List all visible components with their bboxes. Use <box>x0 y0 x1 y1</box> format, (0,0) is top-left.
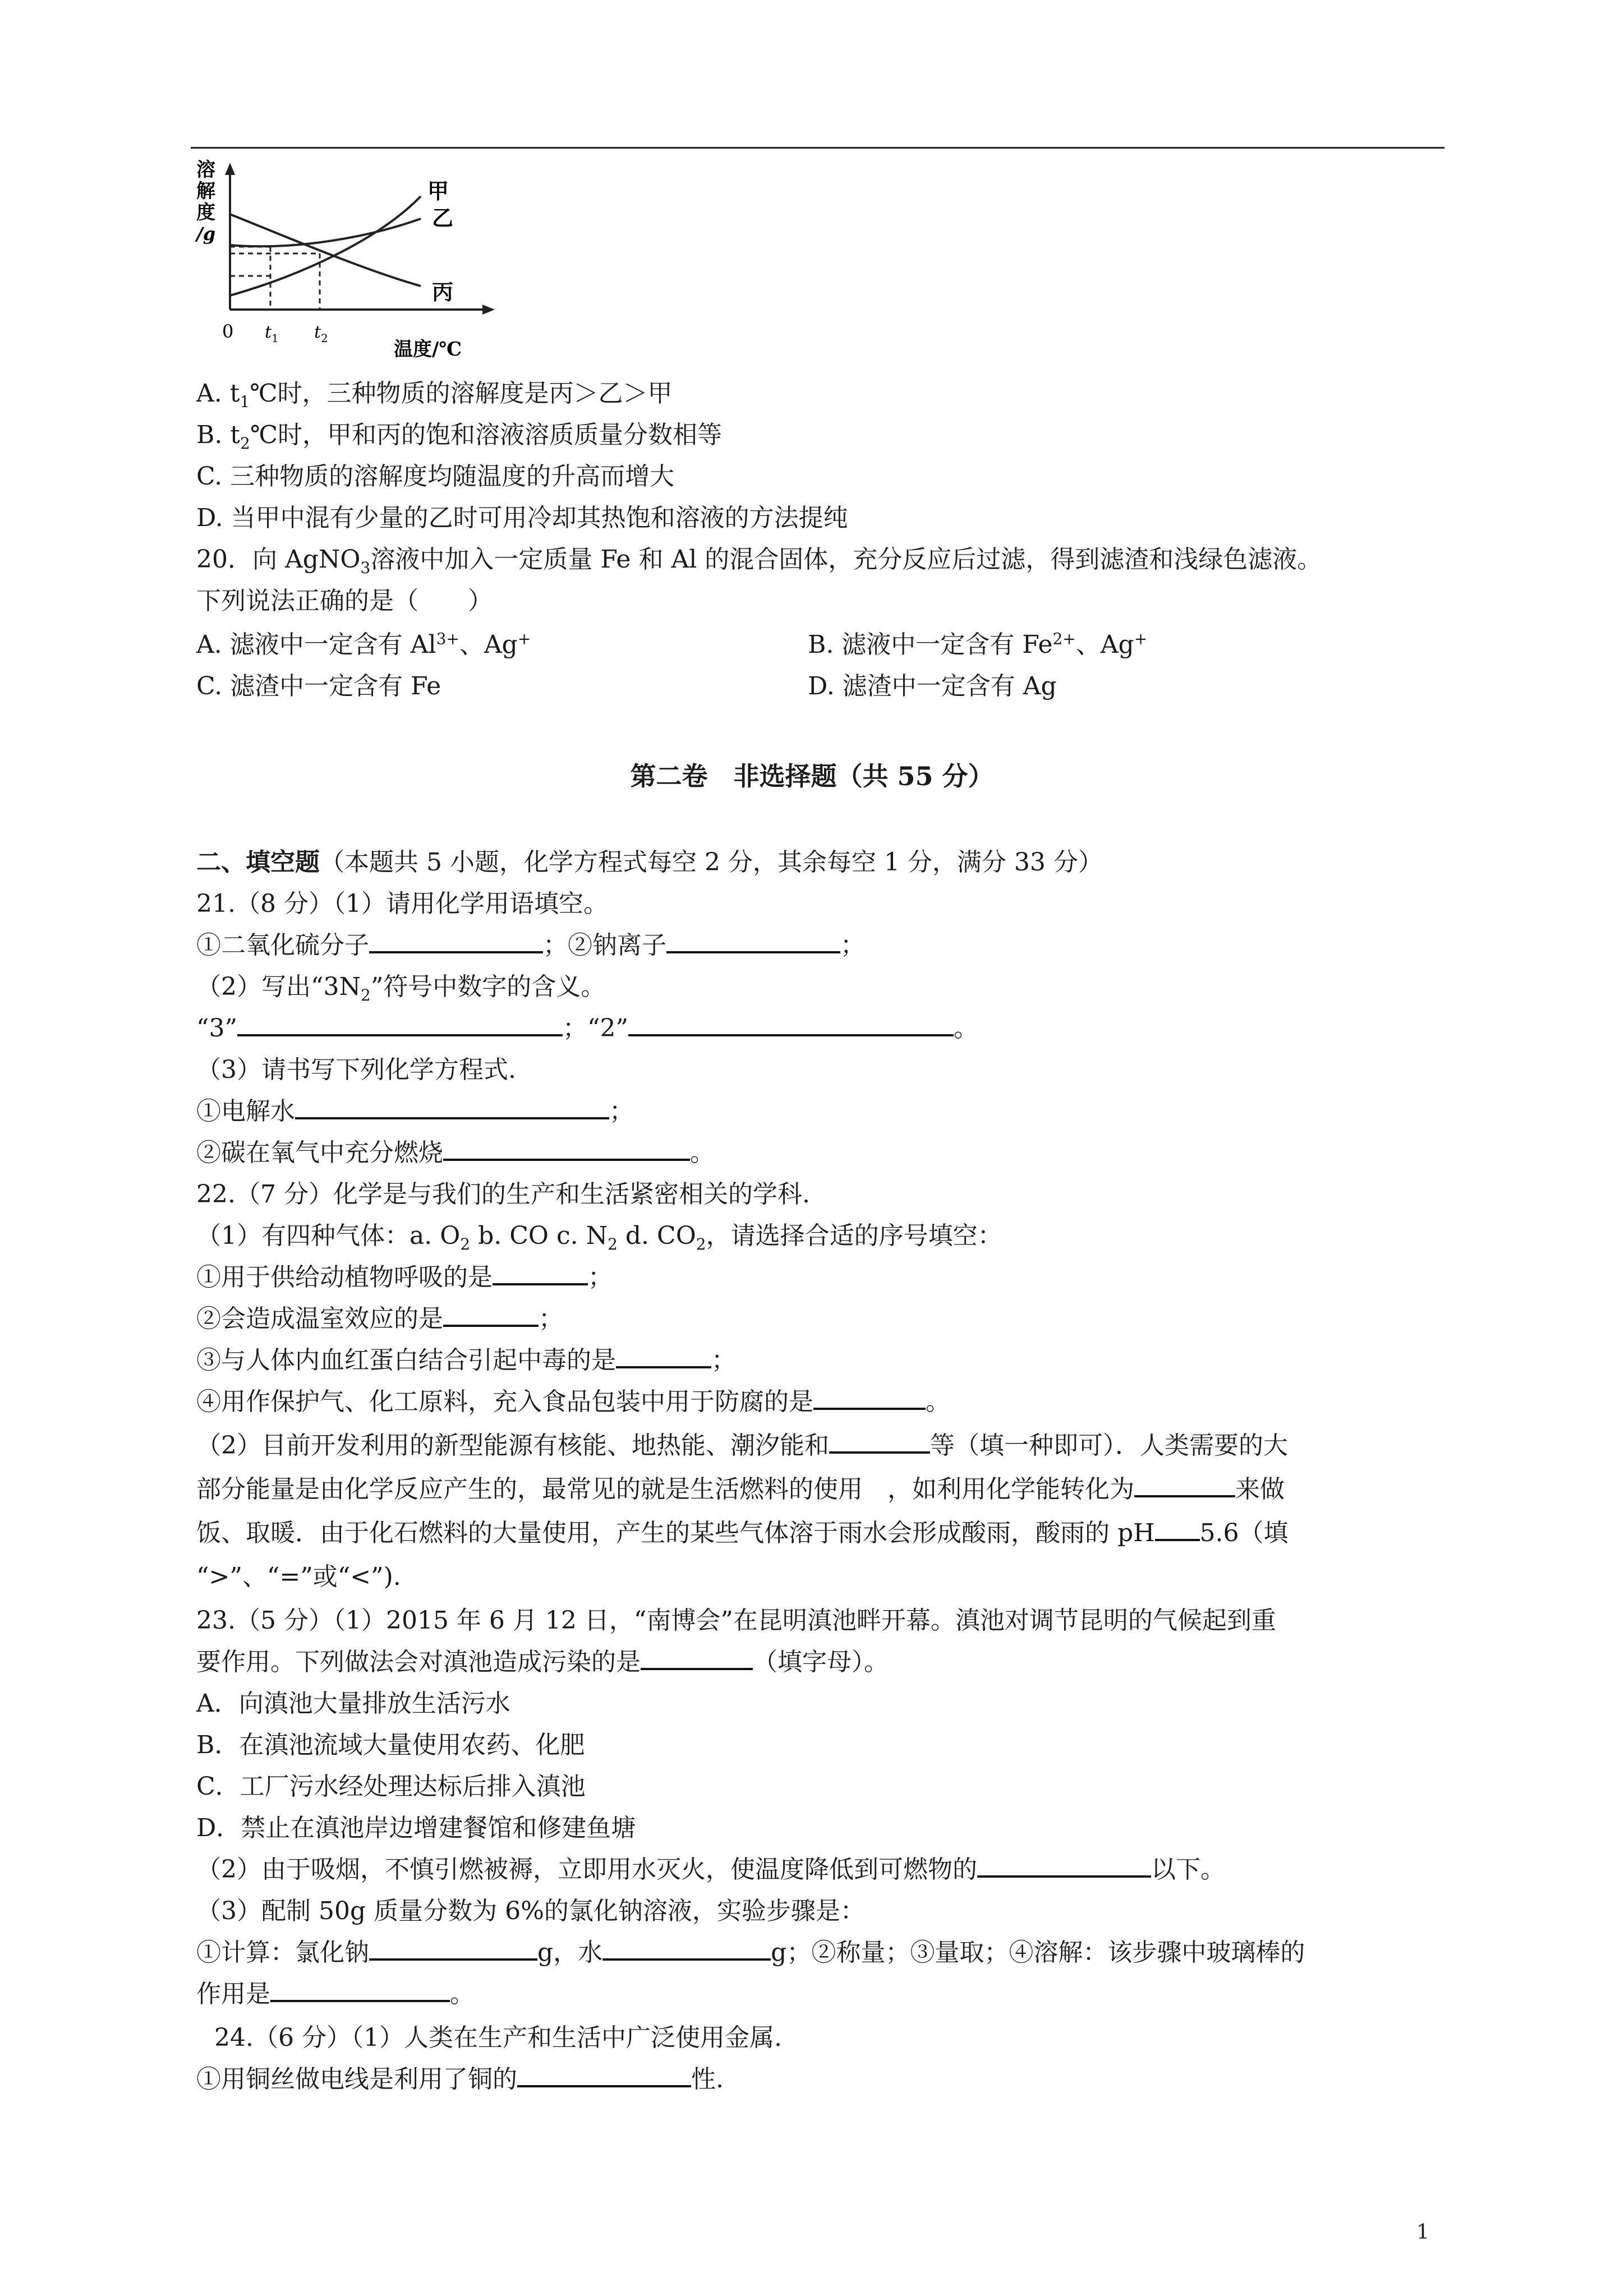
x-axis-label: 温度/℃ <box>394 338 462 361</box>
y-label-1: 溶 <box>196 159 215 181</box>
q21-line-1: ①二氧化硫分子 ；②钠离子 ； <box>196 929 865 962</box>
q24-blank-1[interactable] <box>517 2063 691 2087</box>
q22-gases: （1）有四种气体：a. $O_2$ b. CO c. $N_2$ d. $CO_2$，请选择合适的序号填空： <box>196 1221 1002 1253</box>
curve-label-bing: 丙 <box>432 279 454 305</box>
q23-head-1: 23.（5 分）（1）2015 年 6 月 12 日，“南博会”在昆明滇池畔开幕。滇池对调节昆明的气候起到重 <box>196 1606 1276 1635</box>
y-label-3: 度 <box>196 201 215 224</box>
q21-line-4: （3）请书写下列化学方程式. <box>196 1055 516 1084</box>
origin-label: 0 <box>222 321 234 342</box>
q23-blank-2[interactable] <box>977 1853 1151 1878</box>
q23-head-2: 要作用。下列做法会对滇池造成污染的是 （填字母）。 <box>196 1645 889 1679</box>
q19-option-c: C. 三种物质的溶解度均随温度的升高而增大 <box>196 462 675 491</box>
t1-label: t <box>265 322 272 342</box>
q23-blank-3[interactable] <box>369 1936 537 1961</box>
header-rule <box>191 147 1444 149</box>
q22-blank-1[interactable] <box>493 1261 588 1285</box>
t1-label-sub: 1 <box>272 331 279 345</box>
q23-blank-1[interactable] <box>641 1645 753 1670</box>
q22-item-2: ②会造成温室效应的是 ； <box>196 1302 563 1336</box>
q22-blank-3[interactable] <box>616 1344 711 1368</box>
q21-line-2: （2）写出“$3N_2$”符号中数字的含义。 <box>196 972 606 1004</box>
q22-blank-6[interactable] <box>1134 1473 1235 1497</box>
q22-item-4: ④用作保护气、化工原料，充入食品包装中用于防腐的是 。 <box>196 1385 950 1419</box>
q21-line-3: “3” ；“2” 。 <box>196 1012 978 1045</box>
q23-option-d: D．禁止在滇池岸边增建餐馆和修建鱼塘 <box>196 1814 636 1842</box>
q23-option-a: A．向滇池大量排放生活污水 <box>196 1689 510 1718</box>
q23-blank-5[interactable] <box>270 1977 450 2002</box>
part2-heading <box>196 846 1103 879</box>
solubility-graph <box>185 153 499 366</box>
q20-stem-2: 下列说法正确的是（ ） <box>196 587 493 615</box>
q21-blank-4[interactable] <box>628 1012 954 1036</box>
q19-option-a: A. $t_1℃$时，三种物质的溶解度是丙＞乙＞甲 <box>196 379 673 411</box>
q23-p5: 作用是 。 <box>196 1977 475 2011</box>
q20-stem: 20．向 AgNO$_3$溶液中加入一定质量 Fe 和 Al 的混合固体，充分反应后过滤，得到滤渣和浅绿色滤液。 <box>196 545 1322 577</box>
q20-option-c: C. 滤渣中一定含有 Fe <box>196 672 441 700</box>
section-title: 第二卷 非选择题（共 55 分） <box>630 761 994 791</box>
part2-desc: （本题共 5 小题，化学方程式每空 2 分，其余每空 1 分，满分 33 分） <box>320 848 1103 877</box>
q20-option-a: A. 滤液中一定含有 $Al^{3+}$、Ag+ <box>196 629 531 659</box>
part2-title: 二、填空题 <box>196 848 320 877</box>
curve-yi <box>230 219 421 246</box>
t2-label: t <box>314 322 321 342</box>
q23-option-b: B．在滇池流域大量使用农药、化肥 <box>196 1731 585 1759</box>
q21-blank-5[interactable] <box>295 1095 609 1119</box>
q21-head: 21.（8 分）（1）请用化学用语填空。 <box>196 889 608 918</box>
t2-label-sub: 2 <box>321 331 328 345</box>
q22-p2-line-3: 饭、取暖．由于化石燃料的大量使用，产生的某些气体溶于雨水会形成酸雨，酸雨的 pH 5.6（填 <box>196 1516 1289 1550</box>
q22-blank-2[interactable] <box>443 1302 539 1327</box>
q24-head: 24.（6 分）（1）人类在生产和生活中广泛使用金属. <box>214 2023 782 2052</box>
curve-label-jia: 甲 <box>427 178 449 204</box>
q23-option-c: C．工厂污水经处理达标后排入滇池 <box>196 1772 586 1801</box>
q22-p2-line-1: （2）目前开发利用的新型能源有核能、地热能、潮汐能和 等（填一种即可）．人类需要的大 <box>196 1429 1288 1463</box>
q24-line-1: ①用铜丝做电线是利用了铜的 性. <box>196 2063 724 2096</box>
q21-blank-3[interactable] <box>237 1012 563 1036</box>
q22-p2-line-2: 部分能量是由化学反应产生的，最常见的就是生活燃料的使用 ，如利用化学能转化为 来做 <box>196 1473 1285 1506</box>
x-axis-arrow <box>482 305 495 315</box>
q22-head: 22.（7 分）化学是与我们的生产和生活紧密相关的学科. <box>196 1180 810 1209</box>
y-label-4: /g <box>196 223 216 245</box>
q21-blank-1[interactable] <box>369 929 543 953</box>
y-axis-arrow <box>225 163 235 175</box>
q22-item-1: ①用于供给动植物呼吸的是 ； <box>196 1261 613 1294</box>
q23-p2: （2）由于吸烟，不慎引燃被褥，立即用水灭火，使温度降低到可燃物的 以下。 <box>196 1853 1225 1887</box>
q23-p4: ①计算：氯化钠 g，水 g；②称量；③量取；④溶解：该步骤中玻璃棒的 <box>196 1936 1305 1970</box>
q22-blank-5[interactable] <box>829 1429 930 1454</box>
q21-line-5: ①电解水 ； <box>196 1095 634 1128</box>
y-label-2: 解 <box>196 180 215 202</box>
q22-blank-7[interactable] <box>1155 1516 1200 1541</box>
q22-item-3: ③与人体内血红蛋白结合引起中毒的是 ； <box>196 1344 736 1377</box>
curve-label-yi: 乙 <box>432 205 454 230</box>
page-number: 1 <box>1416 2221 1429 2244</box>
q23-blank-4[interactable] <box>602 1936 771 1961</box>
q21-line-6: ②碳在氧气中充分燃烧 。 <box>196 1136 715 1170</box>
q23-p3: （3）配制 50g 质量分数为 6%的氯化钠溶液，实验步骤是： <box>196 1897 865 1925</box>
q21-blank-6[interactable] <box>443 1136 690 1161</box>
q20-option-b: B. 滤液中一定含有 $Fe^{2+}$、Ag+ <box>808 629 1148 659</box>
q19-option-d: D. 当甲中混有少量的乙时可用冷却其热饱和溶液的方法提纯 <box>196 504 848 532</box>
q22-p2-line-4: “>”、“=”或“<”). <box>196 1562 401 1591</box>
q21-blank-2[interactable] <box>666 929 840 953</box>
q22-blank-4[interactable] <box>813 1385 926 1410</box>
q19-option-b: B. $t_2℃$时，甲和丙的饱和溶液溶质质量分数相等 <box>196 421 723 453</box>
q20-option-d: D. 滤渣中一定含有 Ag <box>808 672 1057 700</box>
